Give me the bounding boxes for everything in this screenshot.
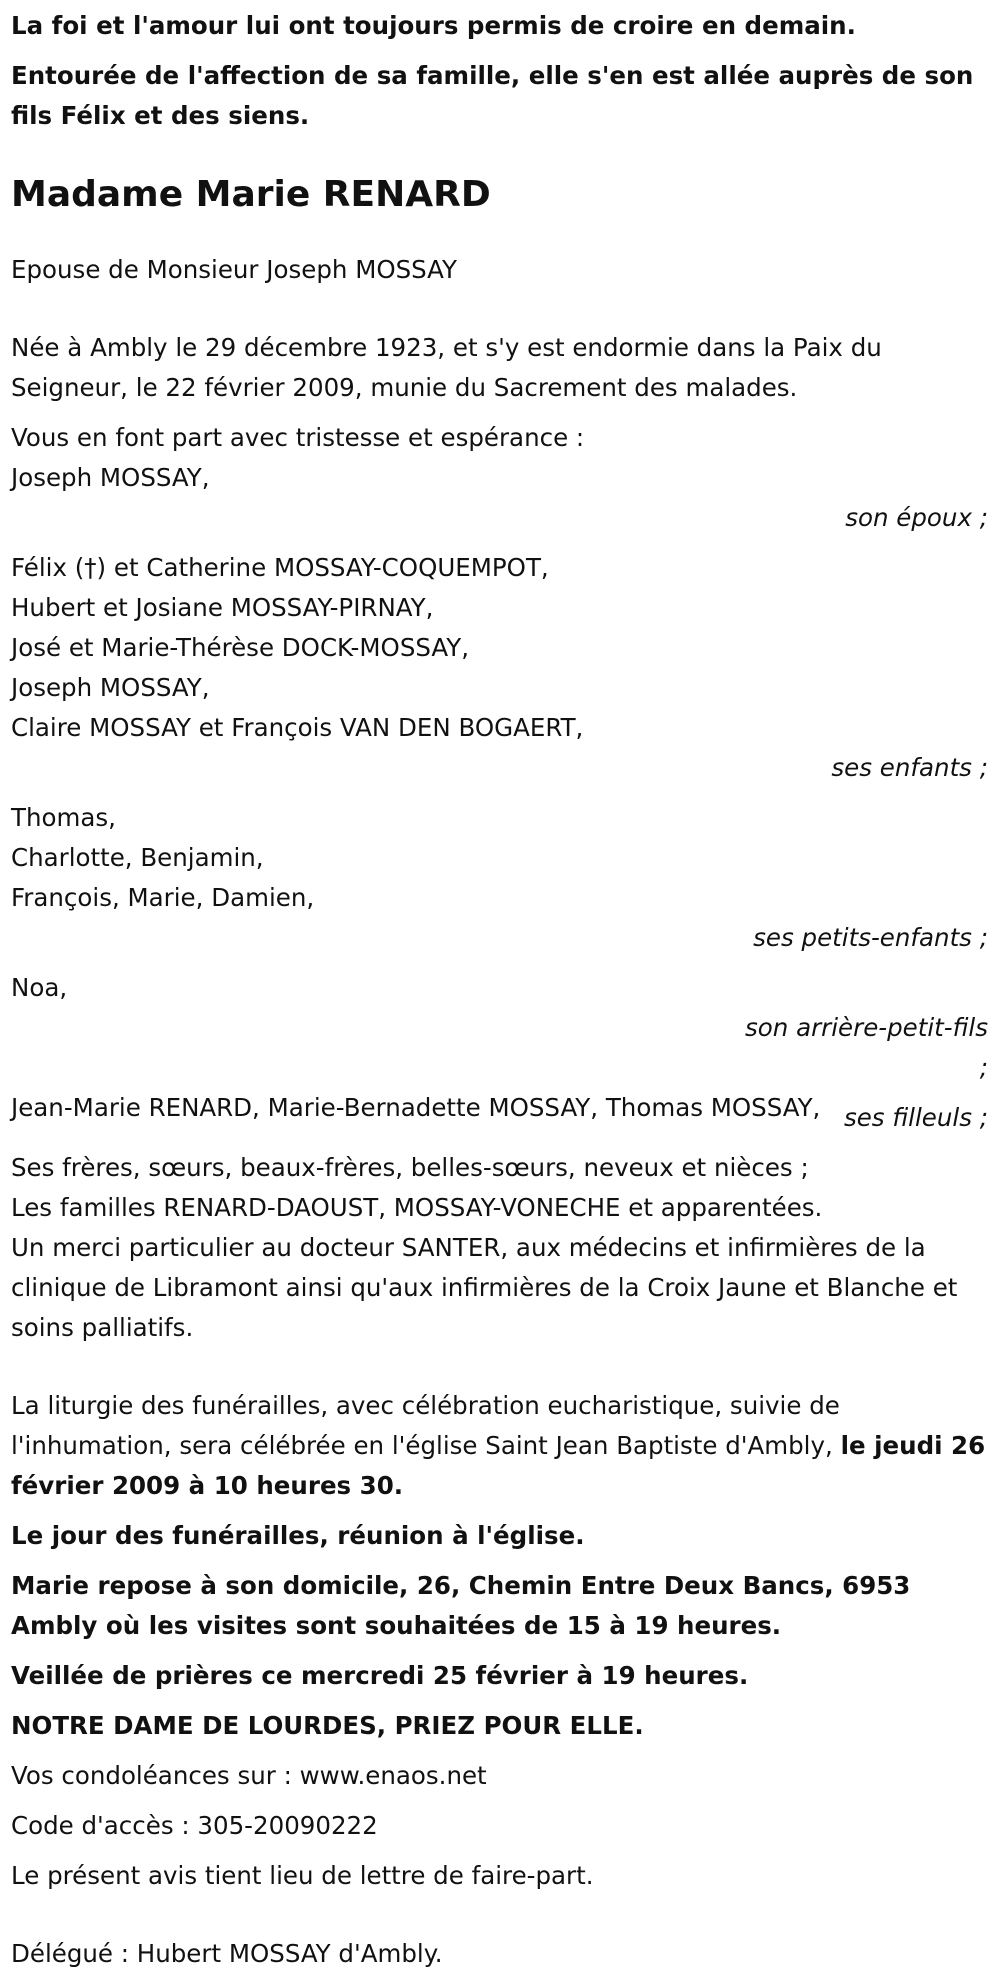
child-name: Félix (†) et Catherine MOSSAY-COQUEMPOT, xyxy=(11,553,549,582)
meeting-line: Le jour des funérailles, réunion à l'église. xyxy=(11,1521,585,1550)
great-grandchild-name: Noa, xyxy=(11,973,68,1002)
families-line: Les familles RENARD-DAOUST, MOSSAY-VONECHE et apparentées. xyxy=(11,1193,823,1222)
child-name: Claire MOSSAY et François VAN DEN BOGAERT, xyxy=(11,713,584,742)
announcement-line: Vous en font part avec tristesse et espérance : xyxy=(11,423,585,452)
intro-line-1: La foi et l'amour lui ont toujours permis de croire en demain. xyxy=(11,11,856,40)
family-grandchildren xyxy=(11,798,990,958)
funeral-text xyxy=(11,1386,990,1506)
grandchild-name: Thomas, xyxy=(11,803,116,832)
prayer-line: NOTRE DAME DE LOURDES, PRIEZ POUR ELLE. xyxy=(11,1711,644,1740)
godchildren-role: ses filleuls ; xyxy=(843,1103,988,1132)
thanks-text: Un merci particulier au docteur SANTER, aux médecins et infirmières de la clinique de Libramont ainsi qu'aux infirmières de la Croix Jaune et Blanche et soins palliatifs. xyxy=(11,1233,958,1342)
vigil-line: Veillée de prières ce mercredi 25 février à 19 heures. xyxy=(11,1661,749,1690)
relatives-line: Ses frères, sœurs, beaux-frères, belles-sœurs, neveux et nièces ; xyxy=(11,1153,809,1182)
children-role: ses enfants ; xyxy=(831,753,988,782)
delegate-line: Délégué : Hubert MOSSAY d'Ambly. xyxy=(11,1939,443,1968)
husband-name: Joseph MOSSAY, xyxy=(11,463,210,492)
godchildren-names: Jean-Marie RENARD, Marie-Bernadette MOSSAY, Thomas MOSSAY, xyxy=(11,1093,821,1122)
funeral-date: le jeudi 26 février 2009 à 10 heures 30. xyxy=(11,1431,986,1500)
family-husband xyxy=(11,458,990,538)
family-godchildren xyxy=(11,1088,990,1132)
grandchild-name: François, Marie, Damien, xyxy=(11,883,315,912)
child-name: José et Marie-Thérèse DOCK-MOSSAY, xyxy=(11,633,469,662)
access-code-line: Code d'accès : 305-20090222 xyxy=(11,1811,378,1840)
grandchild-name: Charlotte, Benjamin, xyxy=(11,843,264,872)
husband-role: son époux ; xyxy=(845,503,988,532)
funeral-text-main: La liturgie des funérailles, avec célébration eucharistique, suivie de l'inhumation, sera célébrée en l'église Saint Jean Baptiste d'Ambly, xyxy=(11,1391,841,1460)
intro-line-2: Entourée de l'affection de sa famille, elle s'en est allée auprès de son fils Félix et des siens. xyxy=(11,61,974,130)
child-name: Joseph MOSSAY, xyxy=(11,673,210,702)
great-grandchild-role: son arrière-petit-fils xyxy=(745,1013,988,1042)
repose-text: Marie repose à son domicile, 26, Chemin Entre Deux Bancs, 6953 Ambly où les visites sont souhaitées de 15 à 19 heures. xyxy=(11,1571,911,1640)
family-great-grandchild xyxy=(11,968,990,1088)
condolences-line: Vos condoléances sur : www.enaos.net xyxy=(11,1761,487,1790)
great-grandchild-role-end: ; xyxy=(979,1053,988,1082)
birth-death-text: Née à Ambly le 29 décembre 1923, et s'y est endormie dans la Paix du Seigneur, le 22 février 2009, munie du Sacrement des malades. xyxy=(11,333,882,402)
notice-line: Le présent avis tient lieu de lettre de faire-part. xyxy=(11,1861,594,1890)
deceased-name: Madame Marie RENARD xyxy=(11,174,491,215)
child-name: Hubert et Josiane MOSSAY-PIRNAY, xyxy=(11,593,434,622)
family-children xyxy=(11,548,990,788)
grandchildren-role: ses petits-enfants ; xyxy=(753,923,988,952)
spouse-line: Epouse de Monsieur Joseph MOSSAY xyxy=(11,255,458,284)
